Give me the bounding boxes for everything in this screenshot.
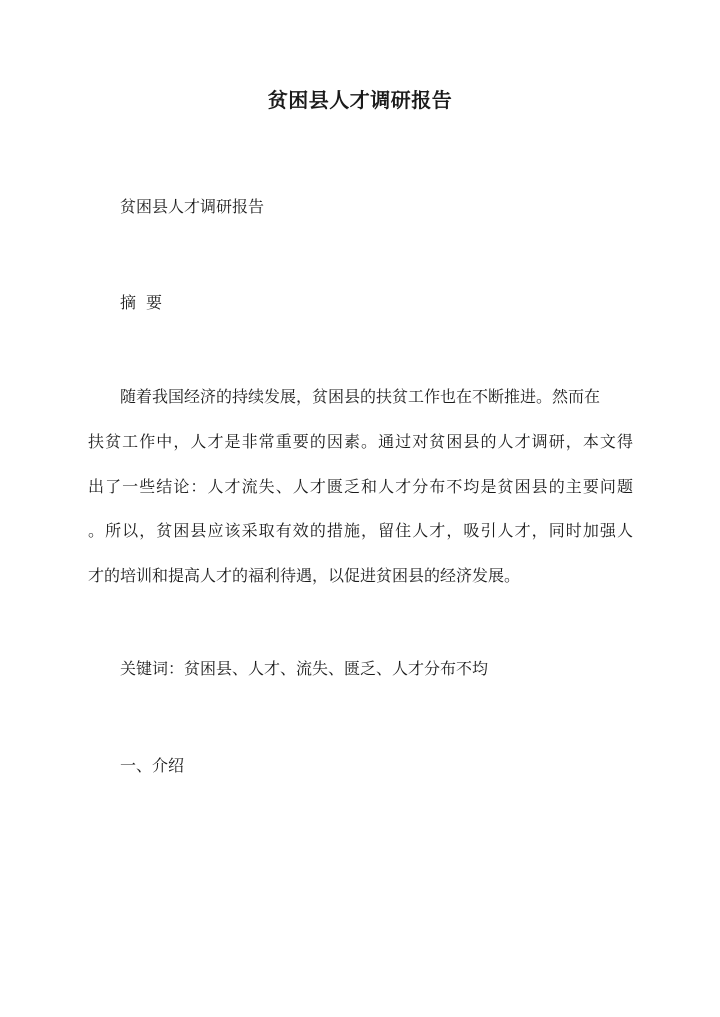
abstract-heading-part2: 要 — [146, 293, 163, 312]
abstract-heading-part1: 摘 — [120, 293, 137, 312]
abstract-line-4: 。所以，贫困县应该采取有效的措施，留住人才，吸引人才，同时加强人 — [88, 521, 633, 540]
abstract-line-3: 出了一些结论：人才流失、人才匮乏和人才分布不均是贫困县的主要问题 — [88, 477, 633, 496]
abstract-line-2: 扶贫工作中，人才是非常重要的因素。通过对贫困县的人才调研，本文得 — [88, 432, 633, 451]
section-1-heading: 一、介绍 — [120, 756, 185, 775]
document-title: 贫困县人才调研报告 — [267, 88, 453, 112]
abstract-line-5: 才的培训和提高人才的福利待遇，以促进贫困县的经济发展。 — [88, 566, 521, 585]
keywords-line: 关键词：贫困县、人才、流失、匮乏、人才分布不均 — [120, 659, 489, 678]
document-subtitle: 贫困县人才调研报告 — [120, 197, 265, 216]
abstract-line-1: 随着我国经济的持续发展，贫困县的扶贫工作也在不断推进。然而在 — [120, 387, 601, 406]
abstract-heading — [120, 292, 665, 314]
